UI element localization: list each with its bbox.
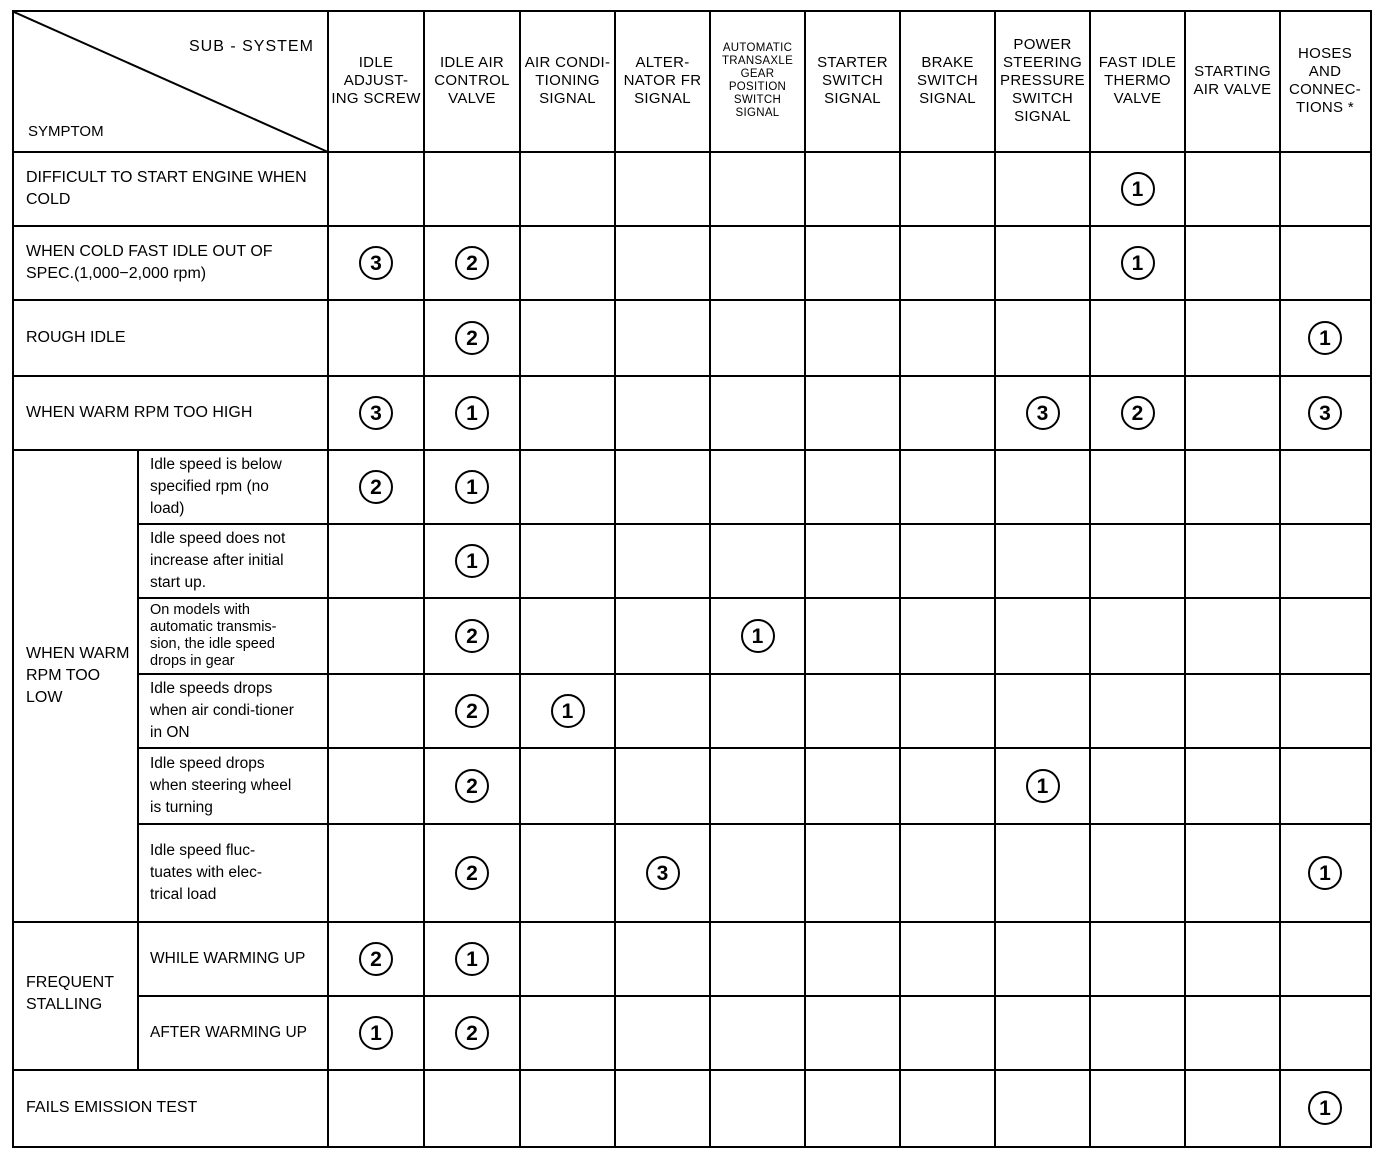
priority-mark: 1 [1308,1091,1342,1125]
column-header: BRAKE SWITCH SIGNAL [917,54,978,107]
priority-mark: 1 [1308,321,1342,355]
column-header: FAST IDLE THERMO VALVE [1098,54,1177,107]
column-header: STARTER SWITCH SIGNAL [817,54,888,107]
priority-mark: 1 [359,1016,393,1050]
priority-mark: 3 [646,856,680,890]
grid-vline [804,12,806,1146]
symptom-label: WHEN WARM RPM TOO HIGH [26,404,253,421]
grid-hline-sub [138,673,1370,675]
priority-mark: 1 [1026,769,1060,803]
column-header: POWER STEERING PRESSURE SWITCH SIGNAL [1000,36,1085,125]
priority-mark: 2 [455,1016,489,1050]
symptom-group-label: WHEN WARM RPM TOO LOW [26,645,130,706]
grid-hline-sub [138,747,1370,749]
priority-mark: 2 [455,694,489,728]
grid-vline [423,12,425,1146]
priority-mark: 1 [1121,172,1155,206]
priority-mark: 1 [455,942,489,976]
troubleshooting-chart [12,10,1372,1148]
symptom-label: Idle speed drops when steering wheel is turning [150,755,292,816]
symptom-label: Idle speeds drops when air condi-tioner in ON [150,680,294,741]
column-header: IDLE ADJUST-ING SCREW [331,54,421,107]
grid-vline [899,12,901,1146]
column-header: AUTOMATIC TRANSAXLE GEAR POSITION SWITCH SIGNAL [721,42,794,119]
symptom-label: Idle speed does not increase after initial start up. [150,530,286,591]
grid-vline [1089,12,1091,1146]
priority-mark: 3 [1026,396,1060,430]
priority-mark: 2 [455,246,489,280]
grid-hline-sub [138,597,1370,599]
priority-mark: 2 [455,856,489,890]
symptom-label: WHILE WARMING UP [150,950,306,967]
grid-hline-sub [138,995,1370,997]
priority-mark: 1 [455,396,489,430]
symptom-label: DIFFICULT TO START ENGINE WHEN COLD [26,169,307,208]
column-header: STARTING AIR VALVE [1193,63,1272,98]
symptom-label: AFTER WARMING UP [150,1024,308,1041]
symptom-label: On models with automatic transmis-sion, the idle speed drops in gear [150,602,277,669]
column-header: AIR CONDI-TIONING SIGNAL [524,54,611,107]
column-header: HOSES AND CONNEC-TIONS * [1288,45,1362,116]
priority-mark: 2 [455,619,489,653]
grid-hline-sub [138,523,1370,525]
symptom-label: Idle speed fluc-tuates with elec-trical load [150,842,262,903]
column-header: IDLE AIR CONTROL VALVE [434,54,510,107]
grid-vline [1279,12,1281,1146]
priority-mark: 1 [741,619,775,653]
priority-mark: 2 [359,942,393,976]
priority-mark: 1 [551,694,585,728]
priority-mark: 3 [1308,396,1342,430]
priority-mark: 1 [1308,856,1342,890]
priority-mark: 2 [1121,396,1155,430]
grid-vline [327,12,329,1146]
symptom-label: SYMPTOM [28,123,104,140]
grid-vline [709,12,711,1146]
symptom-label: FAILS EMISSION TEST [26,1099,198,1116]
priority-mark: 3 [359,396,393,430]
priority-mark: 1 [455,544,489,578]
priority-mark: 2 [359,470,393,504]
symptom-group-label: FREQUENT STALLING [26,974,114,1013]
priority-mark: 1 [1121,246,1155,280]
grid-vline [614,12,616,1146]
symptom-label: WHEN COLD FAST IDLE OUT OF SPEC.(1,000−2,000 rpm) [26,243,273,282]
grid-vline [1184,12,1186,1146]
symptom-label: ROUGH IDLE [26,329,126,346]
grid-hline-sub [138,823,1370,825]
grid-vline [994,12,996,1146]
grid-vline [519,12,521,1146]
subsystem-label: SUB - SYSTEM [189,38,314,55]
symptom-label: Idle speed is below specified rpm (no load) [150,456,282,517]
priority-mark: 3 [359,246,393,280]
column-header: ALTER-NATOR FR SIGNAL [623,54,702,107]
priority-mark: 2 [455,769,489,803]
priority-mark: 2 [455,321,489,355]
priority-mark: 1 [455,470,489,504]
